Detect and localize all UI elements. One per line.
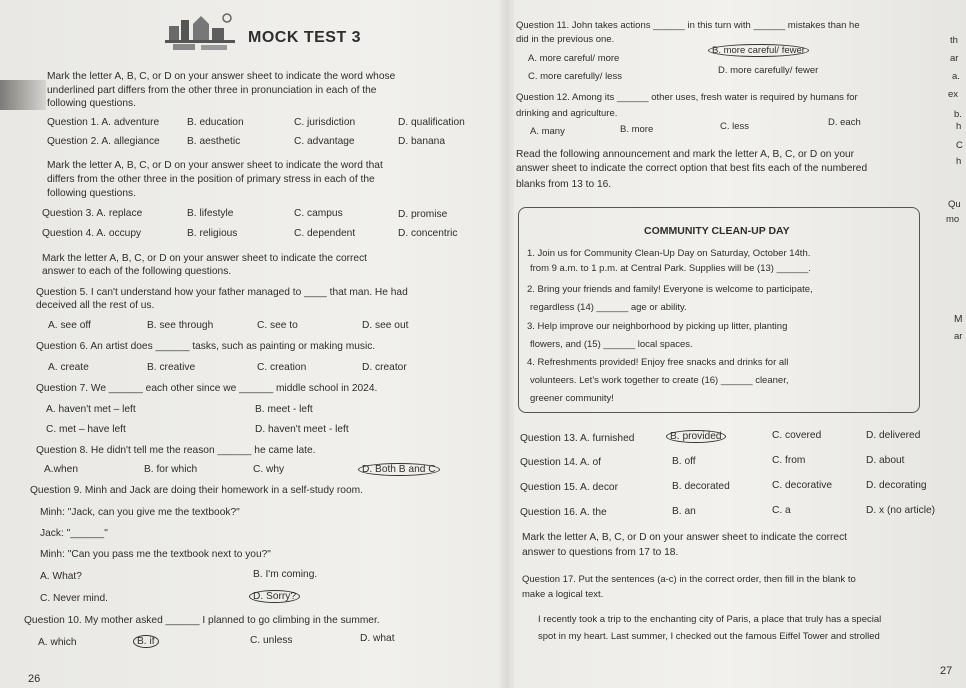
option-c: C. a [772,505,791,516]
option-c: C. advantage [294,136,355,147]
question-11: Question 11. John takes actions ______ in this turn with ______ mistakes than he [516,20,860,31]
option-c: C. covered [772,430,822,441]
dialogue-line: Minh: "Can you pass me the textbook next to you?" [40,549,271,560]
option-a: A.when [44,464,78,475]
question-15: Question 15. A. decor [520,482,618,493]
option-c: C. Never mind. [40,593,108,604]
question-12-cont: drinking and agriculture. [516,108,618,119]
option-b: B. I'm coming. [253,569,318,580]
instruction-text: Mark the letter A, B, C, or D on your answer sheet to indicate the correct [522,532,848,543]
option-d: D. more carefully/ fewer [718,65,819,76]
option-a: A. more careful/ more [528,53,620,64]
option-d: D. delivered [866,430,921,441]
option-b: B. education [187,117,244,128]
question-5-cont: deceived all the rest of us. [36,300,155,311]
option-b: B. off [672,456,696,467]
option-b: B. lifestyle [187,208,234,219]
instruction-text: answer sheet to indicate the correct option that best fits each of the numbered [516,163,868,174]
option-a: A. haven't met – left [46,404,136,415]
page-title: MOCK TEST 3 [248,29,362,46]
option-a: A. many [530,126,565,137]
option-c: C. less [720,121,750,132]
option-c: C. from [772,455,806,466]
option-a: A. see off [48,320,91,331]
option-b: B. more [620,124,654,135]
instruction-text: answer to each of the following questions. [42,266,232,277]
question-8: Question 8. He didn't tell me the reason ______ he came late. [36,445,316,456]
announcement-title: COMMUNITY CLEAN-UP DAY [644,225,790,237]
edge-fragment: C [956,140,963,151]
option-d [253,592,300,602]
edge-fragment: th [950,35,958,46]
option-d: D. decorating [866,480,927,491]
option-d: D. what [360,633,395,644]
question-2: Question 2. A. allegiance [47,136,160,147]
option-b: B. for which [144,464,198,475]
option-c: C. decorative [772,480,833,491]
question-17-cont: make a logical text. [522,589,604,600]
page-number: 27 [940,665,953,677]
option-d: D. banana [398,136,446,147]
option-c: C. met – have left [46,424,126,435]
option-c: C. more carefully/ less [528,71,622,82]
option-d: D. qualification [398,117,465,128]
edge-fragment: h [956,156,962,167]
option-a: A. What? [40,571,82,582]
question-5: Question 5. I can't understand how your father managed to ____ that man. He had [36,287,408,298]
question-14: Question 14. A. of [520,457,601,468]
edge-fragment: h [956,121,962,132]
announcement-line: 4. Refreshments provided! Enjoy free snacks and drinks for all [527,357,789,368]
option-b: B. an [672,506,696,517]
answer-circle-mark: B. more careful/ fewer [708,44,809,57]
instruction-text: Mark the letter A, B, C, or D on your answer sheet to indicate the word whose [47,71,396,82]
option-c: C. jurisdiction [294,117,356,128]
option-b: B. decorated [672,481,730,492]
option-d: D. each [828,117,861,128]
edge-fragment: ar [954,331,963,342]
option-b [712,46,809,56]
question-3: Question 3. A. replace [42,208,143,219]
instruction-text: following questions. [47,188,136,199]
announcement-line: volunteers. Let's work together to create (16) ______ cleaner, [530,375,789,386]
option-b [137,637,159,647]
city-skyline-logo [165,12,235,54]
announcement-line: 1. Join us for Community Clean-Up Day on Saturday, October 14th. [527,248,811,259]
option-c: C. see to [257,320,298,331]
question-9: Question 9. Minh and Jack are doing their homework in a self-study room. [30,485,363,496]
option-b: B. see through [147,320,214,331]
option-c: C. dependent [294,228,356,239]
answer-circle-mark: D. Sorry? [249,590,300,603]
instruction-text: blanks from 13 to 16. [516,179,612,190]
question-16: Question 16. A. the [520,507,607,518]
announcement-line: from 9 a.m. to 1 p.m. at Central Park. Supplies will be (13) ______. [530,263,811,274]
edge-fragment: ex [948,89,959,100]
option-b: B. meet - left [255,404,313,415]
instruction-text: differs from the other three in the position of primary stress in each of the [47,174,375,185]
announcement-line: greener community! [530,393,614,404]
question-10: Question 10. My mother asked ______ I planned to go climbing in the summer. [24,615,380,626]
option-c: C. campus [294,208,343,219]
edge-fragment: mo [946,214,960,225]
instruction-text: Mark the letter A, B, C, or D on your answer sheet to indicate the word that [47,160,383,171]
announcement-line: 2. Bring your friends and family! Everyone is welcome to participate, [527,284,813,295]
answer-circle-mark: D. Both B and C [358,463,440,476]
instruction-text: following questions. [47,98,136,109]
option-a: A. create [48,362,89,373]
dialogue-line: Minh: "Jack, can you give me the textbook?" [40,507,240,518]
option-b: B. religious [187,228,238,239]
option-c: C. creation [257,362,307,373]
option-d: D. about [866,455,905,466]
instruction-text: answer to questions from 17 to 18. [522,547,679,558]
answer-circle-mark: B. if [133,635,159,648]
edge-fragment: ar [950,53,959,64]
page-edge-shadow [0,80,46,110]
option-b [670,432,726,442]
announcement-line: regardless (14) ______ age or ability. [530,302,687,313]
edge-fragment: a. [952,71,960,82]
option-d: D. creator [362,362,407,373]
question-6: Question 6. An artist does ______ tasks, such as painting or making music. [36,341,376,352]
passage-line: spot in my heart. Last summer, I checked out the famous Eiffel Tower and strolled [538,631,880,642]
question-1: Question 1. A. adventure [47,117,160,128]
page-number: 26 [28,673,41,685]
option-d: D. see out [362,320,409,331]
option-d: D. x (no article) [866,505,936,516]
question-12: Question 12. Among its ______ other uses, fresh water is required by humans for [516,92,858,103]
edge-fragment: b. [954,109,962,120]
option-d: D. promise [398,209,448,220]
option-d [362,465,440,475]
instruction-text: Mark the letter A, B, C, or D on your answer sheet to indicate the correct [42,253,368,264]
option-b: B. aesthetic [187,136,241,147]
option-a: A. which [38,637,77,648]
answer-circle-mark: B. provided [666,430,726,443]
question-11-cont: did in the previous one. [516,34,615,45]
edge-fragment: Qu [948,199,961,210]
option-b: B. creative [147,362,196,373]
question-4: Question 4. A. occupy [42,228,142,239]
dialogue-line: Jack: "______" [40,528,108,539]
page-fold-shadow [500,0,514,688]
option-d: D. concentric [398,228,458,239]
announcement-line: flowers, and (15) ______ local spaces. [530,339,693,350]
instruction-text: Read the following announcement and mark the letter A, B, C, or D on your [516,149,855,160]
instruction-text: underlined part differs from the other three in pronunciation in each of the [47,85,377,96]
question-17: Question 17. Put the sentences (a-c) in the correct order, then fill in the blank to [522,574,856,585]
option-c: C. why [253,464,285,475]
question-7: Question 7. We ______ each other since we ______ middle school in 2024. [36,383,378,394]
passage-line: I recently took a trip to the enchanting city of Paris, a place that truly has a special [538,614,882,625]
announcement-line: 3. Help improve our neighborhood by picking up litter, planting [527,321,788,332]
question-13: Question 13. A. furnished [520,433,635,444]
edge-fragment: M [954,314,963,325]
option-d: D. haven't meet - left [255,424,349,435]
option-c: C. unless [250,635,293,646]
